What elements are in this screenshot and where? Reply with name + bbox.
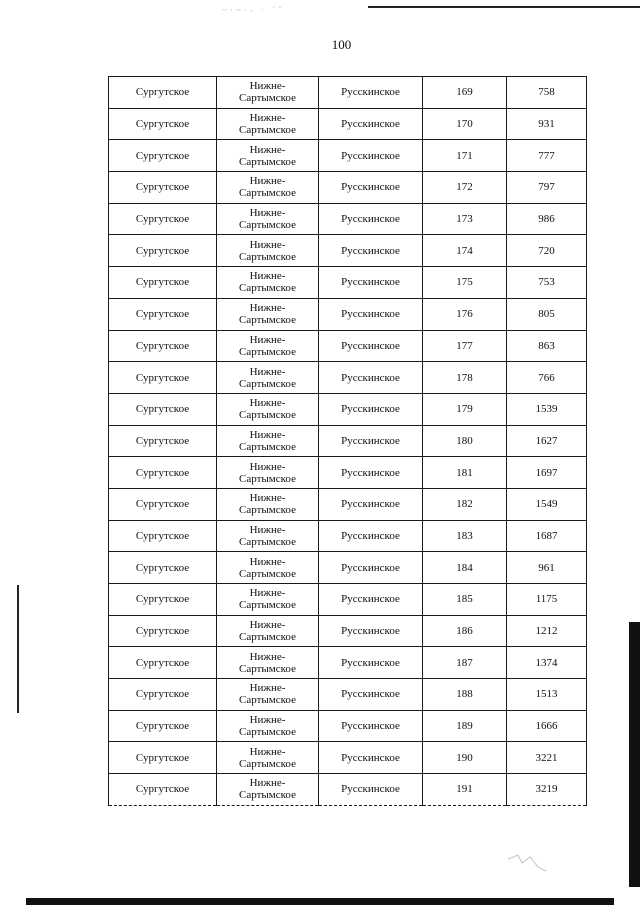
quarter-cell <box>423 140 507 172</box>
quarter-cell <box>423 172 507 204</box>
district-cell-text: Сургутское <box>135 181 190 194</box>
area-cell <box>507 488 587 520</box>
district-cell-text: Сургутское <box>135 751 190 764</box>
area-cell-text: 797 <box>538 181 555 194</box>
area-cell-text: 1212 <box>535 625 558 638</box>
area-cell <box>507 393 587 425</box>
forestry-cell <box>319 742 423 774</box>
forestry-cell <box>319 77 423 109</box>
forestry-cell-text: Русскинское <box>341 213 400 226</box>
forestry-cell <box>319 679 423 711</box>
quarter-cell-text: 180 <box>456 434 473 447</box>
area-cell <box>507 552 587 584</box>
district-cell <box>109 362 217 394</box>
quarter-cell <box>423 108 507 140</box>
district-cell <box>109 552 217 584</box>
settlement-cell-text: Сартымское <box>239 599 296 612</box>
area-cell-text: 1374 <box>535 656 558 669</box>
quarter-cell-text: 183 <box>456 529 473 542</box>
settlement-cell-text: Сартымское <box>239 789 296 802</box>
area-cell <box>507 584 587 616</box>
settlement-cell-text: Нижне- <box>249 682 286 695</box>
settlement-cell-text: Нижне- <box>249 555 286 568</box>
quarter-cell <box>423 488 507 520</box>
district-cell-text: Сургутское <box>135 86 190 99</box>
district-cell <box>109 520 217 552</box>
forestry-cell <box>319 330 423 362</box>
area-cell-text: 777 <box>538 149 555 162</box>
area-cell <box>507 457 587 489</box>
forestry-cell <box>319 203 423 235</box>
district-cell-text: Сургутское <box>135 276 190 289</box>
district-cell <box>109 457 217 489</box>
forestry-cell <box>319 710 423 742</box>
district-cell <box>109 710 217 742</box>
table-row <box>109 742 587 774</box>
district-cell-text: Сургутское <box>135 213 190 226</box>
quarter-cell <box>423 298 507 330</box>
forestry-cell-text: Русскинское <box>341 276 400 289</box>
settlement-cell <box>217 235 319 267</box>
forestry-cell-text: Русскинское <box>341 339 400 352</box>
area-cell-text: 1627 <box>535 434 558 447</box>
settlement-cell <box>217 330 319 362</box>
district-cell <box>109 425 217 457</box>
area-cell-text: 931 <box>538 118 555 131</box>
forestry-cell-text: Русскинское <box>341 593 400 606</box>
quarter-cell-text: 188 <box>456 688 473 701</box>
forestry-cell <box>319 647 423 679</box>
settlement-cell-text: Сартымское <box>239 377 296 390</box>
table-row <box>109 108 587 140</box>
table-row <box>109 140 587 172</box>
area-cell <box>507 425 587 457</box>
forestry-cell-text: Русскинское <box>341 561 400 574</box>
quarter-cell-text: 181 <box>456 466 473 479</box>
settlement-cell-text: Сартымское <box>239 662 296 675</box>
table-row <box>109 235 587 267</box>
district-cell <box>109 267 217 299</box>
forestry-cell <box>319 552 423 584</box>
forestry-cell-text: Русскинское <box>341 181 400 194</box>
scan-edge-line <box>368 6 640 8</box>
settlement-cell <box>217 298 319 330</box>
forestry-cell <box>319 140 423 172</box>
forestry-cell-text: Русскинское <box>341 86 400 99</box>
district-cell <box>109 488 217 520</box>
table-row <box>109 552 587 584</box>
table-row <box>109 172 587 204</box>
quarter-cell-text: 173 <box>456 213 473 226</box>
settlement-cell-text: Нижне- <box>249 428 286 441</box>
forestry-cell-text: Русскинское <box>341 403 400 416</box>
area-cell <box>507 330 587 362</box>
area-cell-text: 766 <box>538 371 555 384</box>
forestry-cell-text: Русскинское <box>341 434 400 447</box>
quarter-cell <box>423 774 507 806</box>
area-cell <box>507 203 587 235</box>
settlement-cell <box>217 647 319 679</box>
district-cell-text: Сургутское <box>135 783 190 796</box>
table-row <box>109 267 587 299</box>
settlement-cell-text: Нижне- <box>249 587 286 600</box>
table-row <box>109 584 587 616</box>
quarter-cell-text: 186 <box>456 625 473 638</box>
area-cell <box>507 742 587 774</box>
district-cell-text: Сургутское <box>135 371 190 384</box>
district-cell-text: Сургутское <box>135 720 190 733</box>
forestry-cell <box>319 108 423 140</box>
district-cell <box>109 742 217 774</box>
forestry-cell <box>319 298 423 330</box>
district-cell <box>109 330 217 362</box>
district-cell-text: Сургутское <box>135 688 190 701</box>
settlement-cell-text: Нижне- <box>249 745 286 758</box>
quarter-cell-text: 185 <box>456 593 473 606</box>
quarter-cell <box>423 235 507 267</box>
quarter-cell-text: 179 <box>456 403 473 416</box>
settlement-cell-text: Сартымское <box>239 92 296 105</box>
settlement-cell <box>217 520 319 552</box>
quarter-cell <box>423 425 507 457</box>
forestry-cell-text: Русскинское <box>341 244 400 257</box>
settlement-cell-text: Сартымское <box>239 504 296 517</box>
district-cell-text: Сургутское <box>135 118 190 131</box>
quarter-cell <box>423 552 507 584</box>
quarter-cell-text: 187 <box>456 656 473 669</box>
area-cell <box>507 235 587 267</box>
forestry-cell-text: Русскинское <box>341 466 400 479</box>
table-row <box>109 77 587 109</box>
quarter-cell-text: 184 <box>456 561 473 574</box>
settlement-cell-text: Сартымское <box>239 219 296 232</box>
table-row <box>109 647 587 679</box>
table-row <box>109 425 587 457</box>
settlement-cell-text: Нижне- <box>249 238 286 251</box>
scan-scribble <box>500 847 550 877</box>
area-cell-text: 753 <box>538 276 555 289</box>
forestry-cell <box>319 457 423 489</box>
table-row <box>109 520 587 552</box>
settlement-cell-text: Сартымское <box>239 472 296 485</box>
settlement-cell-text: Нижне- <box>249 207 286 220</box>
forestry-cell <box>319 774 423 806</box>
settlement-cell-text: Сартымское <box>239 567 296 580</box>
table-body <box>109 77 587 806</box>
area-cell <box>507 172 587 204</box>
settlement-cell-text: Сартымское <box>239 694 296 707</box>
district-cell-text: Сургутское <box>135 656 190 669</box>
district-cell <box>109 584 217 616</box>
district-cell <box>109 140 217 172</box>
quarter-cell <box>423 393 507 425</box>
table-row <box>109 488 587 520</box>
forestry-cell <box>319 520 423 552</box>
quarter-cell <box>423 584 507 616</box>
forestry-cell-text: Русскинское <box>341 720 400 733</box>
settlement-cell-text: Нижне- <box>249 333 286 346</box>
settlement-cell-text: Сартымское <box>239 124 296 137</box>
district-cell-text: Сургутское <box>135 244 190 257</box>
settlement-cell-text: Сартымское <box>239 345 296 358</box>
quarter-cell <box>423 362 507 394</box>
district-cell <box>109 172 217 204</box>
page-number: 100 <box>331 37 352 52</box>
table-row <box>109 393 587 425</box>
quarter-cell-text: 189 <box>456 720 473 733</box>
settlement-cell-text: Нижне- <box>249 302 286 315</box>
quarter-cell <box>423 742 507 774</box>
settlement-cell-text: Нижне- <box>249 270 286 283</box>
district-cell <box>109 108 217 140</box>
settlement-cell-text: Сартымское <box>239 250 296 263</box>
district-cell-text: Сургутское <box>135 339 190 352</box>
quarter-cell-text: 171 <box>456 149 473 162</box>
area-cell-text: 1666 <box>535 720 558 733</box>
settlement-cell-text: Нижне- <box>249 460 286 473</box>
area-cell <box>507 520 587 552</box>
quarter-cell-text: 172 <box>456 181 473 194</box>
forestry-cell <box>319 172 423 204</box>
forestry-cell <box>319 584 423 616</box>
table-row <box>109 774 587 806</box>
area-cell <box>507 362 587 394</box>
settlement-cell <box>217 488 319 520</box>
quarter-cell-text: 176 <box>456 308 473 321</box>
quarter-cell <box>423 330 507 362</box>
settlement-cell-text: Нижне- <box>249 143 286 156</box>
forestry-cell-text: Русскинское <box>341 308 400 321</box>
district-cell-text: Сургутское <box>135 529 190 542</box>
area-cell <box>507 140 587 172</box>
forestry-cell <box>319 235 423 267</box>
data-table <box>108 76 587 806</box>
quarter-cell <box>423 615 507 647</box>
quarter-cell-text: 175 <box>456 276 473 289</box>
quarter-cell <box>423 77 507 109</box>
district-cell <box>109 298 217 330</box>
area-cell-text: 863 <box>538 339 555 352</box>
forestry-cell-text: Русскинское <box>341 656 400 669</box>
settlement-cell <box>217 615 319 647</box>
forestry-cell-text: Русскинское <box>341 118 400 131</box>
area-cell <box>507 710 587 742</box>
quarter-cell-text: 169 <box>456 86 473 99</box>
table-row <box>109 330 587 362</box>
district-cell <box>109 647 217 679</box>
quarter-cell <box>423 457 507 489</box>
settlement-cell-text: Нижне- <box>249 492 286 505</box>
district-cell-text: Сургутское <box>135 149 190 162</box>
settlement-cell-text: Сартымское <box>239 282 296 295</box>
settlement-cell-text: Сартымское <box>239 155 296 168</box>
area-cell <box>507 679 587 711</box>
area-cell <box>507 647 587 679</box>
area-cell <box>507 774 587 806</box>
table-row <box>109 679 587 711</box>
settlement-cell <box>217 457 319 489</box>
table-row <box>109 457 587 489</box>
quarter-cell-text: 174 <box>456 244 473 257</box>
settlement-cell-text: Сартымское <box>239 440 296 453</box>
area-cell-text: 1175 <box>535 593 558 606</box>
settlement-cell-text: Нижне- <box>249 777 286 790</box>
quarter-cell <box>423 647 507 679</box>
quarter-cell <box>423 679 507 711</box>
settlement-cell-text: Нижне- <box>249 619 286 632</box>
area-cell-text: 3221 <box>535 751 558 764</box>
settlement-cell <box>217 552 319 584</box>
settlement-cell-text: Сартымское <box>239 726 296 739</box>
forestry-cell-text: Русскинское <box>341 498 400 511</box>
table-row <box>109 710 587 742</box>
settlement-cell <box>217 108 319 140</box>
settlement-cell-text: Сартымское <box>239 631 296 644</box>
table-row <box>109 298 587 330</box>
scan-smudge: ~·~·- · ˜˜ <box>222 5 285 15</box>
forestry-cell-text: Русскинское <box>341 371 400 384</box>
settlement-cell <box>217 710 319 742</box>
settlement-cell-text: Нижне- <box>249 80 286 93</box>
settlement-cell-text: Сартымское <box>239 409 296 422</box>
settlement-cell-text: Сартымское <box>239 314 296 327</box>
settlement-cell-text: Сартымское <box>239 757 296 770</box>
settlement-cell-text: Нижне- <box>249 112 286 125</box>
area-cell-text: 961 <box>538 561 555 574</box>
settlement-cell <box>217 393 319 425</box>
settlement-cell-text: Нижне- <box>249 714 286 727</box>
table-row <box>109 203 587 235</box>
quarter-cell-text: 177 <box>456 339 473 352</box>
quarter-cell-text: 182 <box>456 498 473 511</box>
forestry-cell-text: Русскинское <box>341 783 400 796</box>
settlement-cell <box>217 774 319 806</box>
area-cell-text: 758 <box>538 86 555 99</box>
area-cell-text: 1697 <box>535 466 558 479</box>
area-cell-text: 986 <box>538 213 555 226</box>
settlement-cell-text: Нижне- <box>249 397 286 410</box>
scan-edge-bar-bottom <box>26 898 614 905</box>
settlement-cell <box>217 362 319 394</box>
settlement-cell-text: Сартымское <box>239 187 296 200</box>
district-cell-text: Сургутское <box>135 498 190 511</box>
table-row <box>109 362 587 394</box>
settlement-cell-text: Нижне- <box>249 650 286 663</box>
forestry-cell <box>319 615 423 647</box>
quarter-cell-text: 190 <box>456 751 473 764</box>
area-cell-text: 805 <box>538 308 555 321</box>
district-cell <box>109 77 217 109</box>
area-cell-text: 3219 <box>535 783 558 796</box>
table-row <box>109 615 587 647</box>
area-cell <box>507 77 587 109</box>
forestry-cell <box>319 362 423 394</box>
settlement-cell <box>217 742 319 774</box>
district-cell-text: Сургутское <box>135 403 190 416</box>
quarter-cell <box>423 203 507 235</box>
area-cell <box>507 267 587 299</box>
district-cell-text: Сургутское <box>135 308 190 321</box>
forestry-cell <box>319 425 423 457</box>
quarter-cell <box>423 520 507 552</box>
settlement-cell <box>217 172 319 204</box>
quarter-cell <box>423 267 507 299</box>
settlement-cell <box>217 584 319 616</box>
district-cell-text: Сургутское <box>135 434 190 447</box>
settlement-cell <box>217 77 319 109</box>
area-cell-text: 1687 <box>535 529 558 542</box>
settlement-cell-text: Нижне- <box>249 523 286 536</box>
forestry-cell-text: Русскинское <box>341 625 400 638</box>
forestry-cell <box>319 267 423 299</box>
forestry-cell-text: Русскинское <box>341 688 400 701</box>
forestry-cell-text: Русскинское <box>341 751 400 764</box>
quarter-cell-text: 170 <box>456 118 473 131</box>
district-cell-text: Сургутское <box>135 466 190 479</box>
district-cell-text: Сургутское <box>135 625 190 638</box>
district-cell-text: Сургутское <box>135 561 190 574</box>
area-cell <box>507 615 587 647</box>
settlement-cell <box>217 267 319 299</box>
district-cell <box>109 615 217 647</box>
forestry-cell <box>319 488 423 520</box>
forestry-cell-text: Русскинское <box>341 149 400 162</box>
settlement-cell-text: Сартымское <box>239 535 296 548</box>
district-cell <box>109 679 217 711</box>
area-cell-text: 1539 <box>535 403 558 416</box>
quarter-cell <box>423 710 507 742</box>
district-cell <box>109 393 217 425</box>
scan-edge-bar-right <box>629 622 640 887</box>
forestry-cell <box>319 393 423 425</box>
settlement-cell <box>217 425 319 457</box>
forestry-cell-text: Русскинское <box>341 529 400 542</box>
area-cell-text: 720 <box>538 244 555 257</box>
scan-margin-mark-left <box>17 585 19 713</box>
district-cell <box>109 774 217 806</box>
area-cell <box>507 298 587 330</box>
district-cell-text: Сургутское <box>135 593 190 606</box>
area-cell-text: 1549 <box>535 498 558 511</box>
settlement-cell <box>217 679 319 711</box>
quarter-cell-text: 178 <box>456 371 473 384</box>
settlement-cell <box>217 203 319 235</box>
settlement-cell-text: Нижне- <box>249 365 286 378</box>
district-cell <box>109 235 217 267</box>
settlement-cell <box>217 140 319 172</box>
district-cell <box>109 203 217 235</box>
settlement-cell-text: Нижне- <box>249 175 286 188</box>
area-cell <box>507 108 587 140</box>
area-cell-text: 1513 <box>535 688 558 701</box>
quarter-cell-text: 191 <box>456 783 473 796</box>
